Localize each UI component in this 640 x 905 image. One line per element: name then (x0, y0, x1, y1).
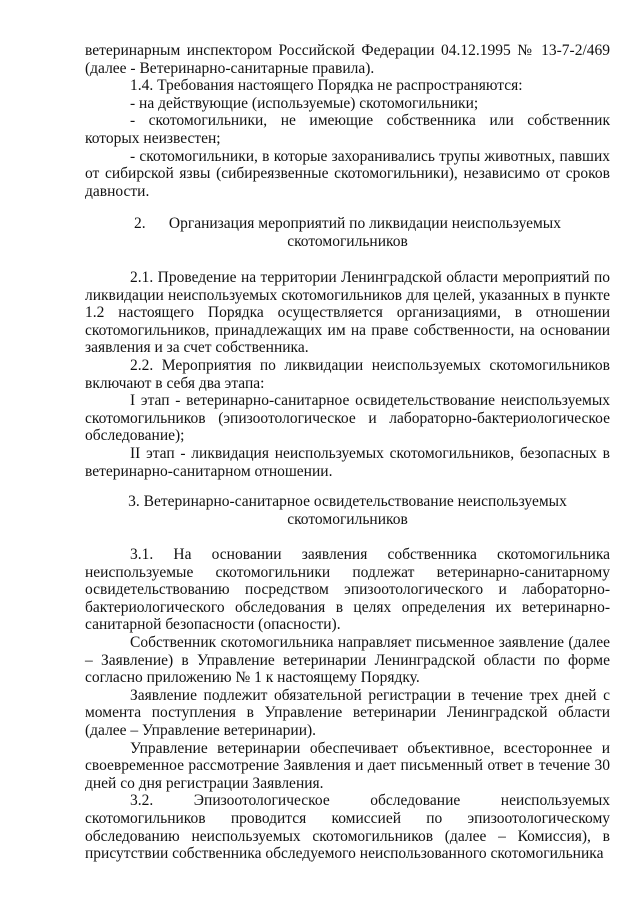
clause-2-1: 2.1. Проведение на территории Ленинградской области мероприятий по ликвидации неиспользуемых скотомогильников для целей, указанных в пункте 1.2 настоящего Порядка осуществляется организациями, в отношении скотомогильников, принадлежащих им на праве собственности, на основании заявления и за счет собственника. (85, 269, 610, 357)
exception-item-3: - скотомогильники, в которые захоранивались трупы животных, павших от сибирской язвы (сибиреязвенные скотомогильники), независимо от сроков давности. (85, 147, 610, 200)
clause-3-1: 3.1. На основании заявления собственника скотомогильника неиспользуемые скотомогильники подлежат ветеринарно-санитарному освидетельствованию посредством эпизоотологического и лабораторно-бактериологического обследования в целях определения их ветеринарно-санитарной безопасности (опасности). (85, 546, 610, 634)
section-3-body (85, 546, 610, 863)
exception-item-2: - скотомогильники, не имеющие собственника или собственник которых неизвестен; (85, 112, 610, 147)
exception-item-1: - на действующие (используемые) скотомогильники; (130, 94, 479, 112)
section-2-title (85, 215, 610, 250)
section-2-body (85, 269, 610, 480)
section-3-title (85, 493, 610, 528)
clause-1-4: 1.4. Требования настоящего Порядка не распространяются: (130, 77, 523, 95)
stage-1: I этап - ветеринарно-санитарное освидетельствование неиспользуемых скотомогильников (эпизоотологическое и лабораторно-бактериологическое обследование); (85, 392, 610, 445)
intro-block (85, 42, 610, 200)
section-2-title-line-1: 2. Организация мероприятий по ликвидации неиспользуемых (134, 215, 561, 232)
stage-2: II этап - ликвидация неиспользуемых скотомогильников, безопасных в ветеринарно-санитарном отношении. (85, 444, 610, 480)
section-3-title-line-2: скотомогильников (287, 510, 408, 528)
section-3-title-line-1: 3. Ветеринарно-санитарное освидетельствование неиспользуемых (128, 493, 567, 510)
clause-3-2: 3.2. Эпизоотологическое обследование неиспользуемых скотомогильников проводится комиссией по эпизоотологическому обследованию неиспользуемых скотомогильников (далее – Комиссия), в присутствии собственника обследуемого неиспользованного скотомогильника (85, 792, 610, 863)
registration-paragraph: Заявление подлежит обязательной регистрации в течение трех дней с момента поступления в Управление ветеринарии Ленинградской области (далее – Управление ветеринарии). (85, 686, 610, 739)
management-review-paragraph: Управление ветеринарии обеспечивает объективное, всестороннее и своевременное рассмотрение Заявления и дает письменный ответ в течение 30 дней со дня регистрации Заявления. (85, 739, 610, 792)
intro-continuation: ветеринарным инспектором Российской Федерации 04.12.1995 № 13-7-2/469 (далее - Ветеринарно-санитарные правила). (85, 42, 610, 77)
clause-2-2: 2.2. Мероприятия по ликвидации неиспользуемых скотомогильников включают в себя два этапа: (85, 356, 610, 392)
section-2-title-line-2: скотомогильников (287, 232, 408, 250)
owner-application-paragraph: Собственник скотомогильника направляет письменное заявление (далее – Заявление) в Управление ветеринарии Ленинградской области по форме согласно приложению № 1 к настоящему Порядку. (85, 633, 610, 687)
